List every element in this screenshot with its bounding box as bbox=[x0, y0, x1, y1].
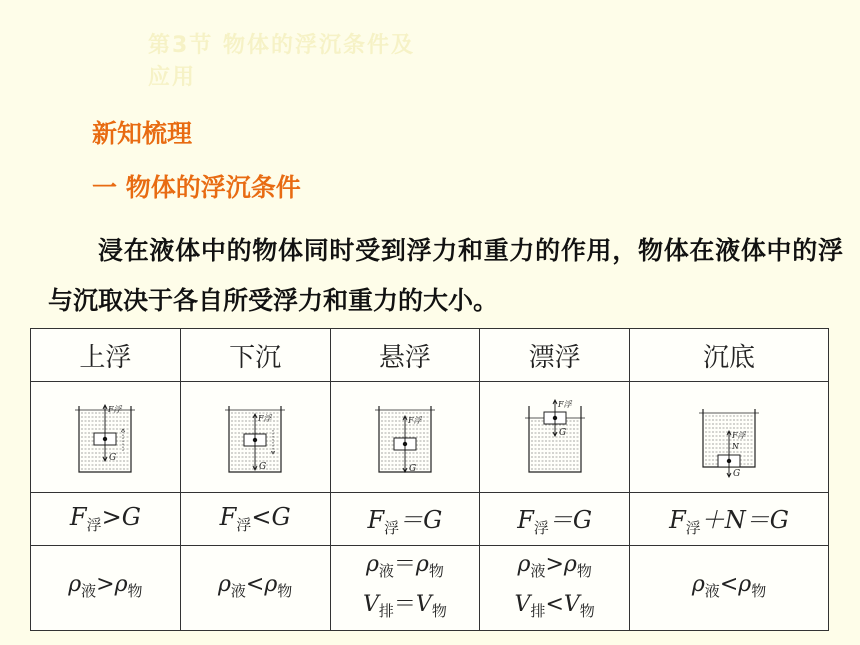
symbol-b: ρ bbox=[114, 572, 128, 597]
force-relation-sink bbox=[180, 493, 330, 546]
subscript-b: 物 bbox=[277, 582, 293, 600]
relation-operator: ＋N＝ bbox=[700, 506, 770, 534]
symbol-a: V bbox=[514, 592, 531, 617]
diagram-float bbox=[510, 392, 600, 482]
force-subscript: 浮 bbox=[685, 519, 701, 537]
gravity-label: G bbox=[558, 428, 566, 438]
density-line bbox=[480, 548, 629, 588]
subscript-a: 液 bbox=[378, 562, 394, 580]
force-symbol: F bbox=[669, 506, 686, 534]
subscript-b: 物 bbox=[579, 602, 595, 620]
buoyancy-label: F浮 bbox=[732, 431, 746, 440]
diagram-cell-sink bbox=[180, 382, 330, 493]
relation-operator: ＝ bbox=[399, 506, 424, 534]
force-relation-float bbox=[480, 493, 630, 546]
symbol-a: ρ bbox=[517, 552, 531, 577]
gravity-symbol: G bbox=[769, 506, 789, 534]
symbol-a: ρ bbox=[68, 572, 82, 597]
buoyancy-label: F浮 bbox=[108, 405, 122, 414]
symbol-b: V bbox=[415, 592, 432, 617]
float-sink-table bbox=[30, 328, 829, 631]
diagram-bottom bbox=[684, 387, 774, 487]
subscript-a: 排 bbox=[530, 602, 546, 620]
subscript-a: 液 bbox=[704, 582, 720, 600]
density-line bbox=[181, 568, 330, 608]
gravity-symbol: G bbox=[572, 506, 593, 534]
diagram-sink bbox=[210, 392, 300, 482]
relation-operator: < bbox=[719, 572, 739, 597]
symbol-a: ρ bbox=[365, 552, 379, 577]
gravity-symbol: G bbox=[271, 503, 291, 531]
relation-operator: ＝ bbox=[393, 592, 416, 617]
subscript-a: 液 bbox=[230, 582, 246, 600]
force-symbol: F bbox=[367, 506, 385, 534]
density-relation-rise bbox=[31, 546, 181, 631]
buoyancy-label: F浮 bbox=[407, 416, 422, 425]
gravity-symbol: G bbox=[121, 503, 141, 531]
diagram-cell-suspend bbox=[330, 382, 480, 493]
density-line bbox=[630, 568, 828, 608]
force-symbol: F bbox=[517, 506, 534, 534]
force-relation-bottom bbox=[630, 493, 829, 546]
density-line bbox=[31, 568, 180, 608]
subscript-b: 物 bbox=[127, 582, 143, 600]
relation-operator: < bbox=[545, 592, 564, 617]
subscript-b: 物 bbox=[751, 582, 767, 600]
gravity-label: G bbox=[733, 469, 741, 479]
diagram-cell-bottom bbox=[630, 382, 829, 493]
symbol-b: ρ bbox=[738, 572, 752, 597]
volume-line bbox=[331, 588, 480, 628]
force-symbol: F bbox=[219, 503, 237, 531]
subscript-b: 物 bbox=[576, 562, 592, 580]
body-paragraph: 浸在液体中的物体同时受到浮力和重力的作用，物体在液体中的浮与沉取决于各自所受浮力和重力的大小。 bbox=[48, 236, 843, 315]
symbol-a: V bbox=[363, 592, 379, 617]
relation-operator: ＝ bbox=[548, 506, 573, 534]
symbol-a: ρ bbox=[691, 572, 705, 597]
diagram-suspend bbox=[360, 392, 450, 482]
density-relation-bottom bbox=[630, 546, 829, 631]
symbol-a: ρ bbox=[217, 572, 231, 597]
subscript-b: 物 bbox=[431, 602, 447, 620]
density-relation-float bbox=[480, 546, 630, 631]
density-relation-sink bbox=[180, 546, 330, 631]
buoyancy-label: F浮 bbox=[258, 414, 272, 423]
force-subscript: 浮 bbox=[533, 519, 549, 537]
subhead-new-knowledge: 新知梳理 bbox=[92, 119, 193, 148]
gravity-label: G bbox=[259, 462, 267, 472]
relation-operator: ＝ bbox=[393, 552, 416, 577]
gravity-symbol: G bbox=[423, 506, 443, 534]
normal-force-label: N bbox=[732, 442, 740, 451]
force-relation-rise bbox=[31, 493, 181, 546]
density-line bbox=[331, 548, 480, 588]
subscript-a: 液 bbox=[81, 582, 97, 600]
symbol-b: ρ bbox=[415, 552, 429, 577]
subscript-b: 物 bbox=[428, 562, 444, 580]
symbol-b: V bbox=[563, 592, 580, 617]
relation-operator: > bbox=[96, 572, 115, 597]
relation-operator: > bbox=[545, 552, 564, 577]
diagram-cell-rise bbox=[31, 382, 181, 493]
force-subscript: 浮 bbox=[86, 516, 102, 534]
section-title: 第3节 物体的浮沉条件及应用 bbox=[148, 33, 415, 90]
gravity-label: G bbox=[109, 453, 117, 463]
header-rise: 上浮 bbox=[31, 329, 181, 382]
force-symbol: F bbox=[69, 503, 87, 531]
force-subscript: 浮 bbox=[384, 519, 400, 537]
header-bottom: 沉底 bbox=[630, 329, 829, 382]
buoyancy-label: F浮 bbox=[557, 400, 572, 409]
header-sink: 下沉 bbox=[180, 329, 330, 382]
diagram-cell-float bbox=[480, 382, 630, 493]
subscript-a: 排 bbox=[378, 602, 394, 620]
symbol-b: ρ bbox=[264, 572, 278, 597]
diagram-rise bbox=[60, 392, 150, 482]
relation-operator: < bbox=[251, 503, 272, 531]
force-relation-suspend bbox=[330, 493, 480, 546]
relation-operator: > bbox=[101, 503, 122, 531]
volume-line bbox=[480, 588, 629, 628]
subscript-a: 液 bbox=[530, 562, 546, 580]
density-relation-suspend bbox=[330, 546, 480, 631]
relation-operator: < bbox=[245, 572, 265, 597]
gravity-label: G bbox=[408, 464, 417, 474]
header-float: 漂浮 bbox=[480, 329, 630, 382]
symbol-b: ρ bbox=[563, 552, 577, 577]
subhead-float-sink-condition: 一 物体的浮沉条件 bbox=[92, 173, 301, 202]
header-suspend: 悬浮 bbox=[330, 329, 480, 382]
force-subscript: 浮 bbox=[236, 516, 252, 534]
